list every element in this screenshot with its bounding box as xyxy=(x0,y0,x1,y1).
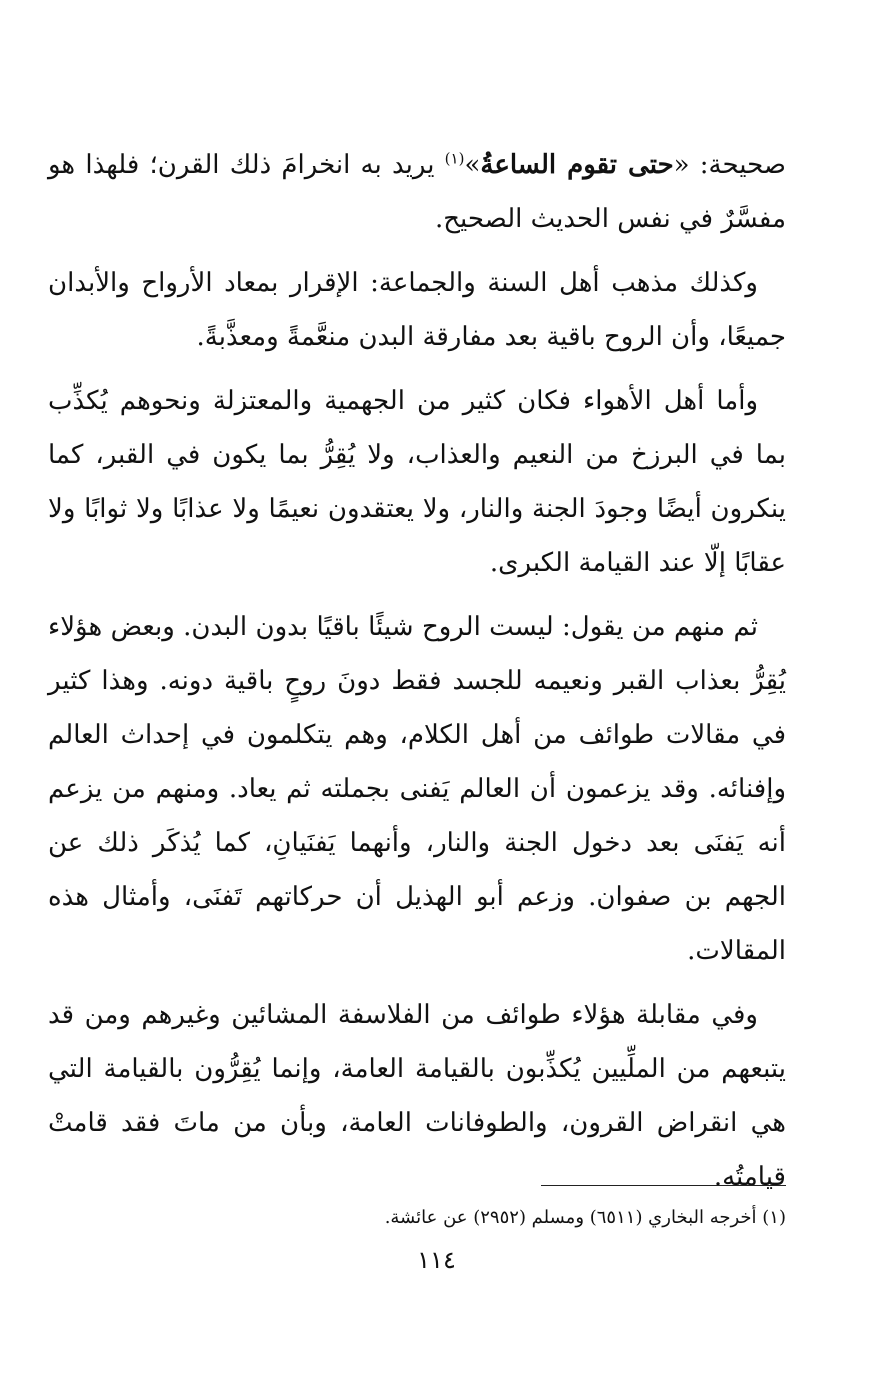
page-number: ١١٤ xyxy=(417,1246,456,1274)
footnote: (١) أخرجه البخاري (٦٥١١) ومسلم (٢٩٥٢) عن عائشة. xyxy=(384,1207,786,1228)
hadith-quote: حتى تقوم الساعةُ xyxy=(480,150,674,180)
paragraph-1 xyxy=(48,138,786,246)
quote-close: » xyxy=(464,150,481,180)
paragraph-5: وفي مقابلة هؤلاء طوائف من الفلاسفة المشائين وغيرهم ومن قد يتبعهم من الملِّيين يُكذِّبون بالقيامة العامة، وإنما يُقِرُّون بالقيامة التي هي انقراض القرون، والطوفانات العامة، وبأن من ماتَ فقد قامتْ قيامتُه. xyxy=(48,1000,786,1192)
paragraph-2: وكذلك مذهب أهل السنة والجماعة: الإقرار بمعاد الأرواح والأبدان جميعًا، وأن الروح باقية بعد مفارقة البدن منعَّمةً ومعذَّبةً. xyxy=(48,268,786,352)
paragraph-1-lead: صحيحة: « xyxy=(673,150,786,180)
page-body xyxy=(48,138,786,1214)
paragraph-4: ثم منهم من يقول: ليست الروح شيئًا باقيًا بدون البدن. وبعض هؤلاء يُقِرُّ بعذاب القبر ونعيمه للجسد فقط دونَ روحٍ باقية دونه. وهذا كثير في مقالات طوائف من أهل الكلام، وهم يتكلمون في إحداث العالم وإفنائه. وقد يزعمون أن العالم يَفنى بجملته ثم يعاد. ومنهم من يزعم أنه يَفنَى بعد دخول الجنة والنار، وأنهما يَفنَيانِ، كما يُذكَر ذلك عن الجهم بن صفوان. وزعم أبو الهذيل أن حركاتهم تَفنَى، وأمثال هذه المقالات. xyxy=(48,612,786,966)
footnote-divider xyxy=(541,1185,786,1186)
paragraph-3: وأما أهل الأهواء فكان كثير من الجهمية والمعتزلة ونحوهم يُكذِّب بما في البرزخ من النعيم والعذاب، ولا يُقِرُّ بما يكون في القبر، كما ينكرون أيضًا وجودَ الجنة والنار، ولا يعتقدون نعيمًا ولا عذابًا ولا ثوابًا ولا عقابًا إلّا عند القيامة الكبرى. xyxy=(48,386,786,578)
footnote-reference[interactable]: (١) xyxy=(444,149,465,168)
paragraph-1-rest: يريد به انخرامَ ذلك القرن؛ فلهذا هو مفسَّرٌ في نفس الحديث الصحيح. xyxy=(48,150,786,234)
